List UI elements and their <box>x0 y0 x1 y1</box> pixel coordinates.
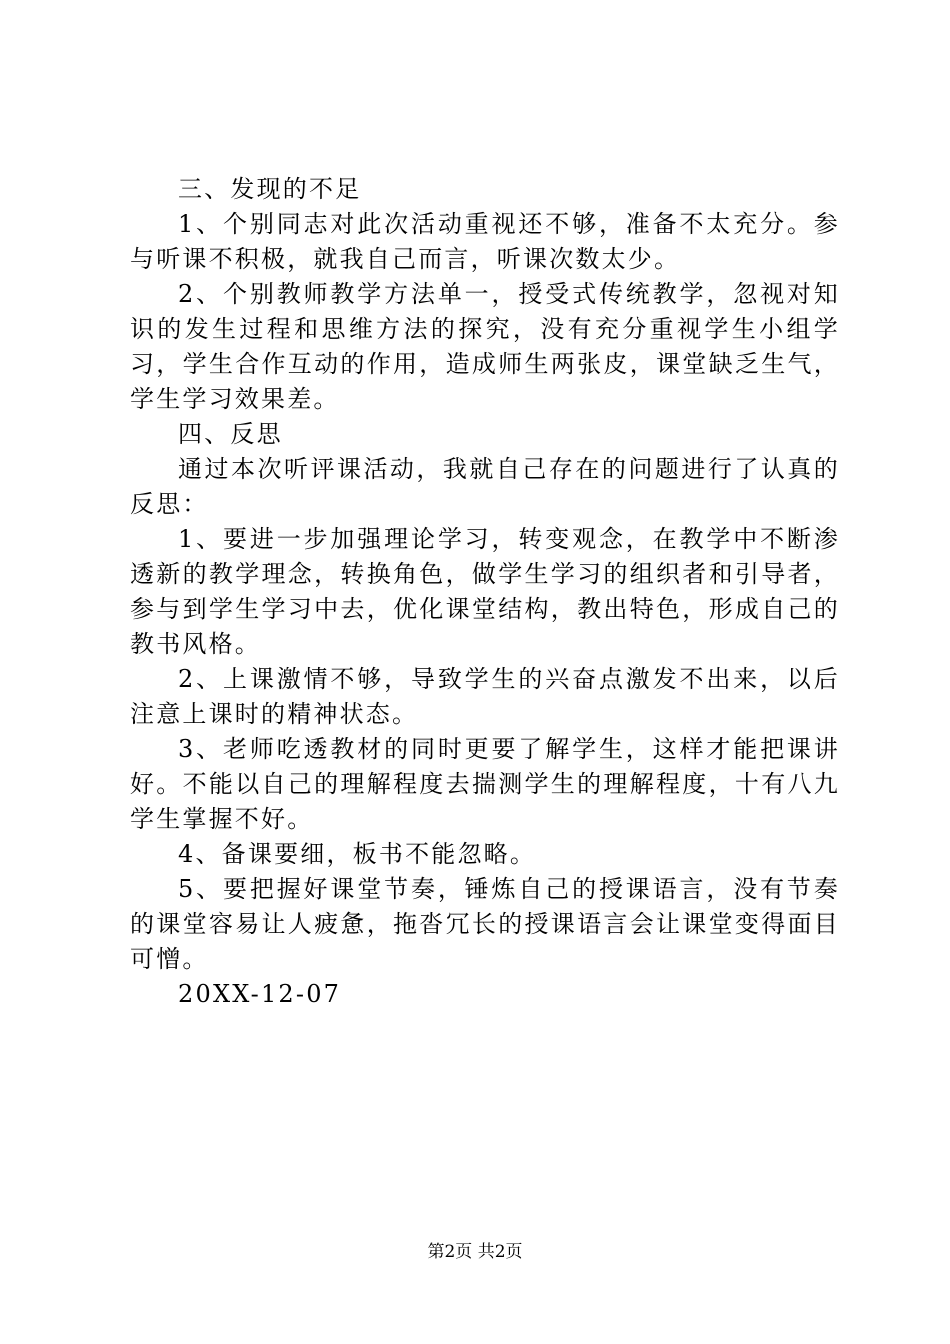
section-heading-reflection: 四、反思 <box>178 420 283 448</box>
paragraph: 4、备课要细，板书不能忽略。 <box>178 840 537 868</box>
paragraph: 通过本次听评课活动，我就自己存在的问题进行了认真的反思： <box>130 455 840 518</box>
paragraph: 3、老师吃透教材的同时更要了解学生，这样才能把课讲好。不能以自己的理解程度去揣测学生的理解程度，十有八九学生掌握不好。 <box>130 735 840 833</box>
paragraph: 1、个别同志对此次活动重视还不够，准备不太充分。参与听课不积极，就我自己而言，听课次数太少。 <box>130 210 840 273</box>
paragraph: 5、要把握好课堂节奏，锤炼自己的授课语言，没有节奏的课堂容易让人疲惫，拖沓冗长的授课语言会让课堂变得面目可憎。 <box>130 875 840 973</box>
page-footer: 第2页 共2页 <box>427 1242 523 1262</box>
document-body <box>130 172 840 1012</box>
paragraph: 2、上课激情不够，导致学生的兴奋点激发不出来，以后注意上课时的精神状态。 <box>130 665 840 728</box>
paragraph: 2、个别教师教学方法单一，授受式传统教学，忽视对知识的发生过程和思维方法的探究，没有充分重视学生小组学习，学生合作互动的作用，造成师生两张皮，课堂缺乏生气，学生学习效果差。 <box>130 280 840 413</box>
section-heading-shortcomings: 三、发现的不足 <box>178 175 362 203</box>
paragraph: 1、要进一步加强理论学习，转变观念，在教学中不断渗透新的教学理念，转换角色，做学生学习的组织者和引导者，参与到学生学习中去，优化课堂结构，教出特色，形成自己的教书风格。 <box>130 525 840 658</box>
document-date: 20XX-12-07 <box>178 980 342 1008</box>
